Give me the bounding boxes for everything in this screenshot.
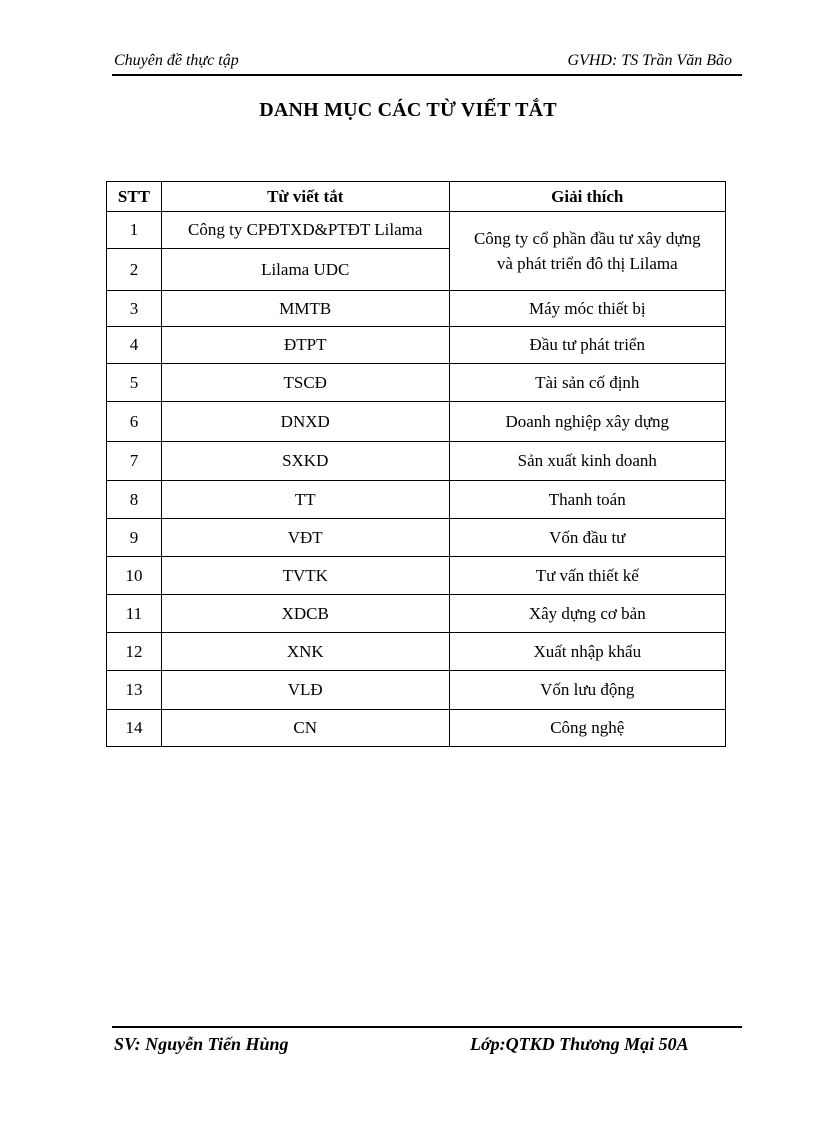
header-course-title: Chuyên đề thực tập (114, 52, 239, 69)
row-explanation: Vốn lưu động (449, 671, 725, 710)
table-row (107, 327, 726, 364)
table-row (107, 442, 726, 481)
row-explanation: Vốn đầu tư (449, 519, 725, 557)
row-abbreviation: VĐT (161, 519, 449, 557)
table-row (107, 633, 726, 671)
row-explanation: Tài sản cố định (449, 364, 725, 402)
row-abbreviation: Lilama UDC (161, 249, 449, 291)
row-abbreviation: Công ty CPĐTXD&PTĐT Lilama (161, 212, 449, 249)
row-abbreviation: CN (161, 710, 449, 747)
row-abbreviation: TVTK (161, 557, 449, 595)
merged-explanation-line: Công ty cổ phần đầu tư xây dựng (473, 229, 701, 248)
row-abbreviation: MMTB (161, 291, 449, 327)
header-supervisor: GVHD: TS Trần Văn Bão (567, 52, 732, 69)
row-stt: 14 (107, 710, 162, 747)
row-explanation: Đầu tư phát triển (449, 327, 725, 364)
row-stt: 6 (107, 402, 162, 442)
row-abbreviation: ĐTPT (161, 327, 449, 364)
row-abbreviation: XNK (161, 633, 449, 671)
table-header-row (107, 182, 726, 212)
page-header (112, 50, 742, 76)
row-abbreviation: TT (161, 481, 449, 519)
column-header-stt: STT (107, 182, 162, 212)
page-title: DANH MỤC CÁC TỪ VIẾT TẮT (259, 99, 557, 121)
row-explanation: Doanh nghiệp xây dựng (449, 402, 725, 442)
table-row (107, 481, 726, 519)
row-stt: 1 (107, 212, 162, 249)
row-explanation: Xuất nhập khẩu (449, 633, 725, 671)
footer-class: Lớp:QTKD Thương Mại 50A (470, 1034, 689, 1054)
row-explanation: Thanh toán (449, 481, 725, 519)
row-stt: 12 (107, 633, 162, 671)
row-abbreviation: DNXD (161, 402, 449, 442)
row-stt: 7 (107, 442, 162, 481)
row-stt: 8 (107, 481, 162, 519)
row-stt: 3 (107, 291, 162, 327)
row-stt: 11 (107, 595, 162, 633)
row-abbreviation: XDCB (161, 595, 449, 633)
table-row (107, 671, 726, 710)
row-stt: 13 (107, 671, 162, 710)
row-stt: 10 (107, 557, 162, 595)
column-header-abbreviation: Từ viết tắt (161, 182, 449, 212)
table-row (107, 212, 726, 249)
row-abbreviation: TSCĐ (161, 364, 449, 402)
row-abbreviation: SXKD (161, 442, 449, 481)
table-row (107, 710, 726, 747)
row-explanation: Công nghệ (449, 710, 725, 747)
row-stt: 5 (107, 364, 162, 402)
column-header-explanation: Giải thích (449, 182, 725, 212)
table-row (107, 519, 726, 557)
table-row (107, 595, 726, 633)
footer-student-name: SV: Nguyễn Tiến Hùng (114, 1034, 289, 1054)
table-row (107, 291, 726, 327)
table-row (107, 557, 726, 595)
row-stt: 4 (107, 327, 162, 364)
row-stt: 9 (107, 519, 162, 557)
table-row (107, 402, 726, 442)
row-abbreviation: VLĐ (161, 671, 449, 710)
row-explanation: Xây dựng cơ bản (449, 595, 725, 633)
row-explanation: Tư vấn thiết kế (449, 557, 725, 595)
row-explanation: Máy móc thiết bị (449, 291, 725, 327)
row-explanation: Sản xuất kinh doanh (449, 442, 725, 481)
page-footer (112, 1026, 742, 1054)
merged-explanation-line: và phát triển đô thị Lilama (496, 254, 678, 273)
row-stt: 2 (107, 249, 162, 291)
table-row (107, 364, 726, 402)
abbreviation-table (106, 181, 726, 747)
merged-explanation-cell (449, 212, 725, 291)
